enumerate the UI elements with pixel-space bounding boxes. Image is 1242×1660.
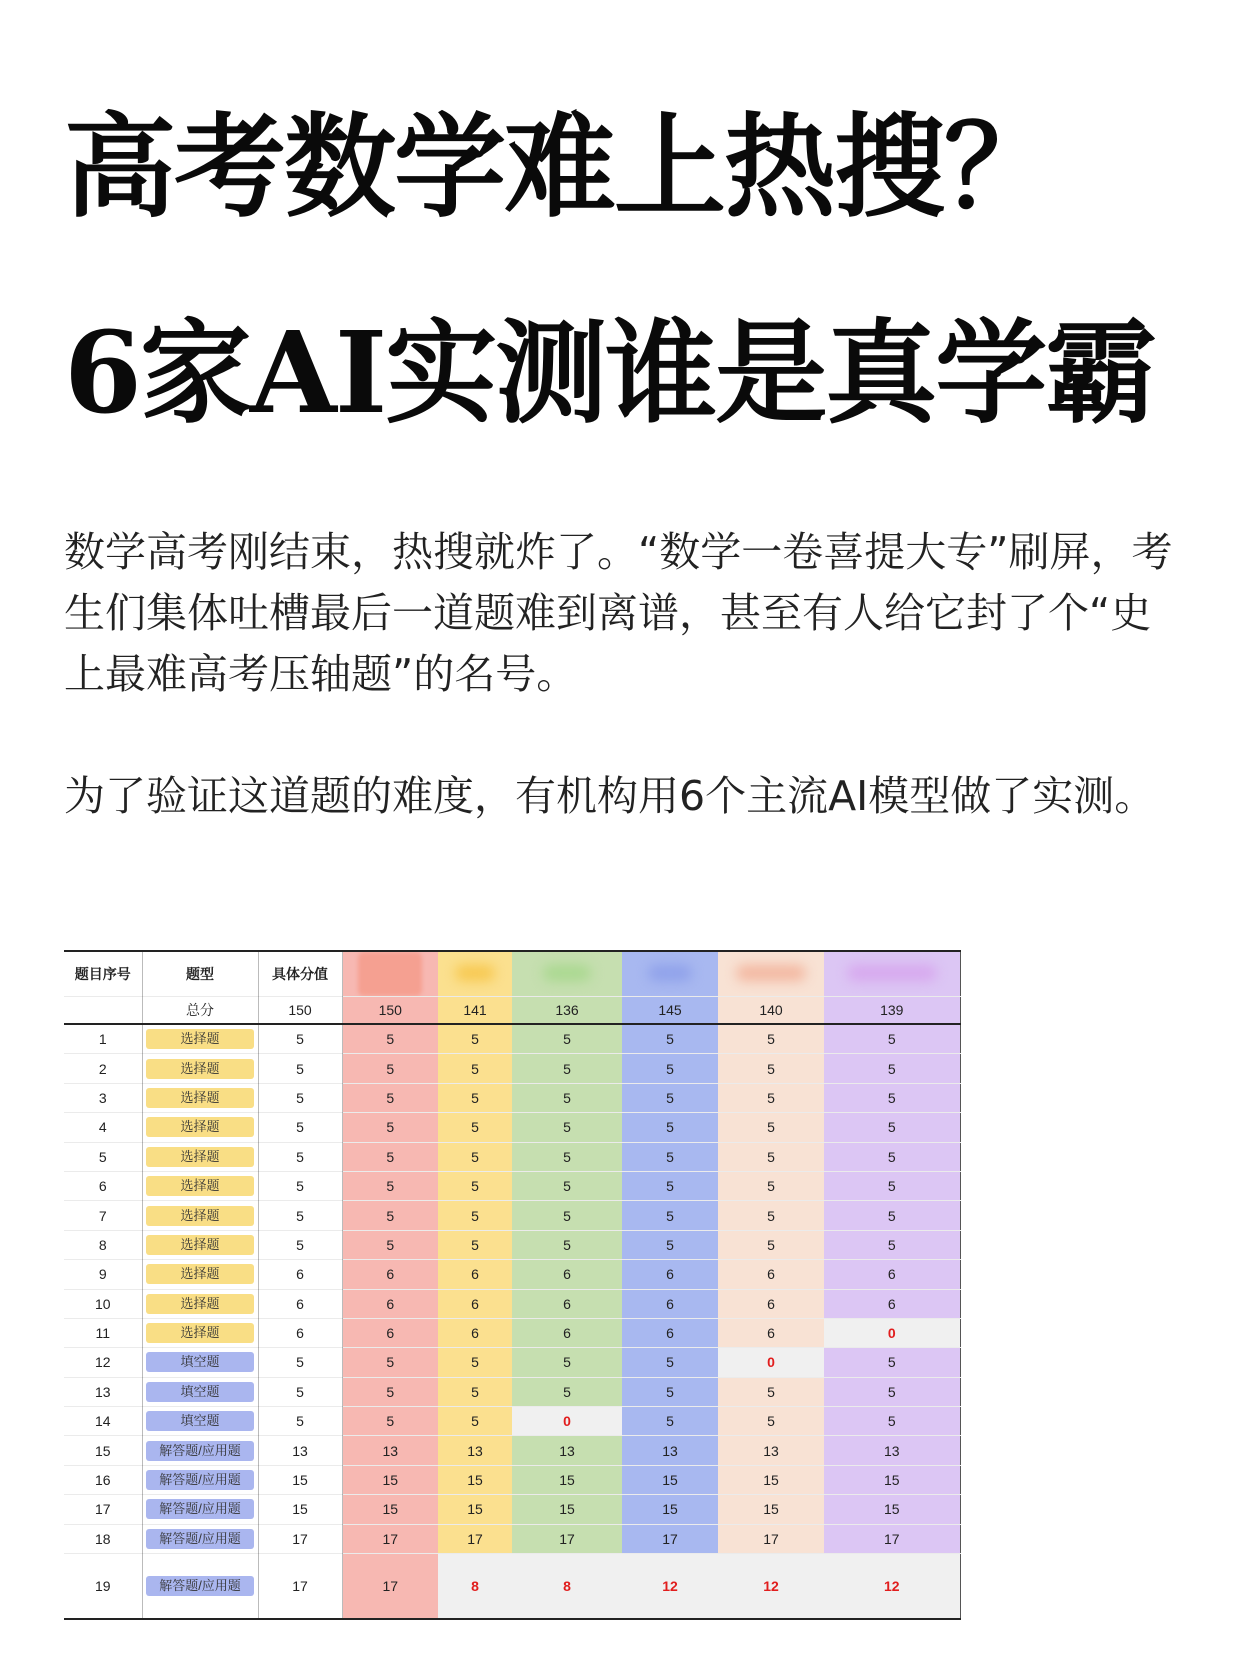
question-number: 7 (64, 1201, 142, 1230)
model-4-score: 17 (622, 1524, 718, 1553)
model-4-score: 5 (622, 1201, 718, 1230)
model-2-score: 5 (438, 1348, 512, 1377)
table-row (64, 1495, 960, 1524)
question-number: 9 (64, 1260, 142, 1289)
model-4-score: 6 (622, 1289, 718, 1318)
model-3-score: 6 (512, 1289, 622, 1318)
model-4-score: 5 (622, 1113, 718, 1142)
question-number: 16 (64, 1465, 142, 1494)
question-number: 17 (64, 1495, 142, 1524)
model-6-score: 5 (824, 1142, 960, 1171)
table-row (64, 1260, 960, 1289)
model-6-score: 13 (824, 1436, 960, 1465)
model-3-score: 15 (512, 1495, 622, 1524)
model-2-score: 5 (438, 1113, 512, 1142)
question-type-tag: 解答题/应用题 (146, 1529, 254, 1549)
model-3-score: 17 (512, 1524, 622, 1553)
model-2-score: 6 (438, 1260, 512, 1289)
question-number: 3 (64, 1083, 142, 1112)
model-4-score: 5 (622, 1230, 718, 1259)
model-1-score: 5 (342, 1407, 438, 1436)
model-6-score: 5 (824, 1201, 960, 1230)
question-points: 5 (258, 1377, 342, 1406)
model-6-score: 5 (824, 1024, 960, 1054)
model-6-score: 15 (824, 1465, 960, 1494)
table-row (64, 1289, 960, 1318)
model-4-score: 5 (622, 1142, 718, 1171)
model-4-total: 145 (622, 997, 718, 1025)
table-row (64, 1113, 960, 1142)
score-table-body (64, 1024, 960, 1619)
table-row (64, 1436, 960, 1465)
model-4-score: 5 (622, 1024, 718, 1054)
model-3-score: 15 (512, 1465, 622, 1494)
question-points: 6 (258, 1289, 342, 1318)
model-5-score: 15 (718, 1495, 824, 1524)
question-type-tag: 选择题 (146, 1323, 254, 1343)
model-3-total: 136 (512, 997, 622, 1025)
model-3-score: 5 (512, 1230, 622, 1259)
model-2-score: 5 (438, 1024, 512, 1054)
model-3-score: 5 (512, 1171, 622, 1200)
model-2-total: 141 (438, 997, 512, 1025)
table-row (64, 1054, 960, 1083)
model-3-score: 0 (512, 1407, 622, 1436)
model-6-score: 5 (824, 1171, 960, 1200)
model-5-score: 12 (718, 1554, 824, 1620)
model-5-score: 5 (718, 1201, 824, 1230)
question-type-tag: 选择题 (146, 1176, 254, 1196)
model-2-score: 6 (438, 1289, 512, 1318)
table-row (64, 1554, 960, 1620)
model-6-score: 0 (824, 1318, 960, 1347)
model-4-score: 5 (622, 1054, 718, 1083)
model-2-score: 5 (438, 1407, 512, 1436)
total-points: 150 (258, 997, 342, 1025)
model-4-score: 15 (622, 1495, 718, 1524)
question-type-tag: 解答题/应用题 (146, 1441, 254, 1461)
question-type-tag: 选择题 (146, 1294, 254, 1314)
model-1-score: 5 (342, 1083, 438, 1112)
model-2-logo (438, 951, 512, 997)
model-3-score: 5 (512, 1142, 622, 1171)
model-2-score: 15 (438, 1465, 512, 1494)
model-4-score: 6 (622, 1260, 718, 1289)
question-number: 11 (64, 1318, 142, 1347)
model-5-score: 5 (718, 1054, 824, 1083)
model-4-score: 15 (622, 1465, 718, 1494)
question-type-tag: 解答题/应用题 (146, 1576, 254, 1596)
model-5-score: 5 (718, 1407, 824, 1436)
model-2-score: 5 (438, 1377, 512, 1406)
question-type-tag: 解答题/应用题 (146, 1499, 254, 1519)
question-number: 8 (64, 1230, 142, 1259)
model-1-total: 150 (342, 997, 438, 1025)
model-3-score: 13 (512, 1436, 622, 1465)
model-2-score: 13 (438, 1436, 512, 1465)
model-6-score: 17 (824, 1524, 960, 1553)
model-6-score: 5 (824, 1407, 960, 1436)
model-4-score: 5 (622, 1171, 718, 1200)
model-1-score: 5 (342, 1377, 438, 1406)
model-1-score: 5 (342, 1054, 438, 1083)
model-1-score: 5 (342, 1171, 438, 1200)
model-2-score: 5 (438, 1083, 512, 1112)
model-5-score: 0 (718, 1348, 824, 1377)
question-number: 14 (64, 1407, 142, 1436)
model-5-score: 15 (718, 1465, 824, 1494)
model-4-score: 5 (622, 1083, 718, 1112)
table-row (64, 1142, 960, 1171)
table-row (64, 1407, 960, 1436)
model-6-score: 5 (824, 1230, 960, 1259)
model-1-score: 6 (342, 1260, 438, 1289)
model-4-logo (622, 951, 718, 997)
model-3-score: 5 (512, 1377, 622, 1406)
table-header-row (64, 951, 960, 997)
model-6-total: 139 (824, 997, 960, 1025)
model-5-score: 5 (718, 1142, 824, 1171)
headline-line-1: 高考数学难上热搜？ (64, 102, 1054, 233)
model-6-score: 5 (824, 1377, 960, 1406)
question-number: 12 (64, 1348, 142, 1377)
intro-paragraph: 数学高考刚结束，热搜就炸了。“数学一卷喜提大专”刷屏，考生们集体吐槽最后一道题难到离谱，甚至有人给它封了个“史上最难高考压轴题”的名号。 (64, 528, 1173, 698)
table-row (64, 1201, 960, 1230)
question-number: 2 (64, 1054, 142, 1083)
model-2-score: 6 (438, 1318, 512, 1347)
model-5-score: 5 (718, 1230, 824, 1259)
question-type-tag: 填空题 (146, 1382, 254, 1402)
question-points: 5 (258, 1407, 342, 1436)
model-2-score: 5 (438, 1142, 512, 1171)
headline-line-2: 6家AI实测谁是真学霸 (64, 308, 1156, 439)
model-1-score: 5 (342, 1201, 438, 1230)
model-5-logo (718, 951, 824, 997)
model-6-score: 12 (824, 1554, 960, 1620)
test-paragraph: 为了验证这道题的难度，有机构用6个主流AI模型做了实测。 (64, 772, 1156, 820)
model-6-score: 15 (824, 1495, 960, 1524)
question-number: 13 (64, 1377, 142, 1406)
table-total-row (64, 997, 960, 1025)
question-number: 18 (64, 1524, 142, 1553)
model-4-score: 12 (622, 1554, 718, 1620)
question-type-tag: 选择题 (146, 1088, 254, 1108)
model-5-score: 13 (718, 1436, 824, 1465)
model-3-logo (512, 951, 622, 997)
model-3-score: 6 (512, 1260, 622, 1289)
table-row (64, 1230, 960, 1259)
model-5-score: 17 (718, 1524, 824, 1553)
question-points: 15 (258, 1465, 342, 1494)
model-5-score: 5 (718, 1113, 824, 1142)
question-number: 5 (64, 1142, 142, 1171)
header-question-type: 题型 (142, 951, 258, 997)
model-1-score: 5 (342, 1024, 438, 1054)
question-type-tag: 填空题 (146, 1352, 254, 1372)
question-type-tag: 选择题 (146, 1029, 254, 1049)
question-points: 17 (258, 1524, 342, 1553)
model-3-score: 5 (512, 1083, 622, 1112)
question-points: 5 (258, 1142, 342, 1171)
question-number: 10 (64, 1289, 142, 1318)
question-points: 5 (258, 1054, 342, 1083)
model-3-score: 5 (512, 1054, 622, 1083)
question-points: 13 (258, 1436, 342, 1465)
model-4-score: 5 (622, 1407, 718, 1436)
model-2-score: 15 (438, 1495, 512, 1524)
question-type-tag: 选择题 (146, 1264, 254, 1284)
model-4-score: 5 (622, 1377, 718, 1406)
question-points: 5 (258, 1230, 342, 1259)
model-5-score: 5 (718, 1024, 824, 1054)
question-points: 5 (258, 1348, 342, 1377)
table-row (64, 1524, 960, 1553)
table-row (64, 1465, 960, 1494)
model-5-score: 5 (718, 1377, 824, 1406)
model-6-score: 5 (824, 1054, 960, 1083)
table-row (64, 1024, 960, 1054)
model-6-score: 6 (824, 1260, 960, 1289)
question-points: 15 (258, 1495, 342, 1524)
question-points: 5 (258, 1024, 342, 1054)
table-row (64, 1083, 960, 1112)
model-4-score: 6 (622, 1318, 718, 1347)
model-1-score: 17 (342, 1524, 438, 1553)
question-number: 15 (64, 1436, 142, 1465)
table-row (64, 1171, 960, 1200)
question-points: 5 (258, 1113, 342, 1142)
model-1-score: 5 (342, 1348, 438, 1377)
model-3-score: 6 (512, 1318, 622, 1347)
model-1-score: 13 (342, 1436, 438, 1465)
model-3-score: 5 (512, 1201, 622, 1230)
model-5-score: 6 (718, 1289, 824, 1318)
model-4-score: 13 (622, 1436, 718, 1465)
model-1-score: 6 (342, 1318, 438, 1347)
question-number: 6 (64, 1171, 142, 1200)
model-5-total: 140 (718, 997, 824, 1025)
question-type-tag: 选择题 (146, 1235, 254, 1255)
model-5-score: 5 (718, 1083, 824, 1112)
model-5-score: 5 (718, 1171, 824, 1200)
question-points: 5 (258, 1201, 342, 1230)
question-points: 5 (258, 1171, 342, 1200)
question-type-tag: 选择题 (146, 1059, 254, 1079)
total-label: 总分 (142, 997, 258, 1025)
model-1-score: 6 (342, 1289, 438, 1318)
model-2-score: 17 (438, 1524, 512, 1553)
question-type-tag: 填空题 (146, 1411, 254, 1431)
table-row (64, 1318, 960, 1347)
question-number: 1 (64, 1024, 142, 1054)
model-6-logo (824, 951, 960, 997)
model-3-score: 5 (512, 1113, 622, 1142)
question-number: 19 (64, 1554, 142, 1620)
model-2-score: 8 (438, 1554, 512, 1620)
question-type-tag: 选择题 (146, 1206, 254, 1226)
model-1-score: 5 (342, 1113, 438, 1142)
model-5-score: 6 (718, 1318, 824, 1347)
model-3-score: 5 (512, 1348, 622, 1377)
model-1-score: 17 (342, 1554, 438, 1620)
question-type-tag: 选择题 (146, 1117, 254, 1137)
model-6-score: 5 (824, 1113, 960, 1142)
question-type-tag: 选择题 (146, 1147, 254, 1167)
model-1-logo (342, 951, 438, 997)
model-6-score: 5 (824, 1348, 960, 1377)
question-points: 17 (258, 1554, 342, 1620)
question-number: 4 (64, 1113, 142, 1142)
header-question-number: 题目序号 (64, 951, 142, 997)
ai-score-table (64, 950, 961, 1620)
model-6-score: 5 (824, 1083, 960, 1112)
question-type-tag: 解答题/应用题 (146, 1470, 254, 1490)
model-4-score: 5 (622, 1348, 718, 1377)
header-points: 具体分值 (258, 951, 342, 997)
table-row (64, 1348, 960, 1377)
model-1-score: 15 (342, 1495, 438, 1524)
model-2-score: 5 (438, 1054, 512, 1083)
question-points: 6 (258, 1318, 342, 1347)
model-3-score: 8 (512, 1554, 622, 1620)
model-1-score: 5 (342, 1230, 438, 1259)
table-row (64, 1377, 960, 1406)
model-2-score: 5 (438, 1230, 512, 1259)
model-1-score: 5 (342, 1142, 438, 1171)
question-points: 6 (258, 1260, 342, 1289)
model-3-score: 5 (512, 1024, 622, 1054)
model-2-score: 5 (438, 1171, 512, 1200)
model-1-score: 15 (342, 1465, 438, 1494)
model-5-score: 6 (718, 1260, 824, 1289)
model-6-score: 6 (824, 1289, 960, 1318)
question-points: 5 (258, 1083, 342, 1112)
model-2-score: 5 (438, 1201, 512, 1230)
